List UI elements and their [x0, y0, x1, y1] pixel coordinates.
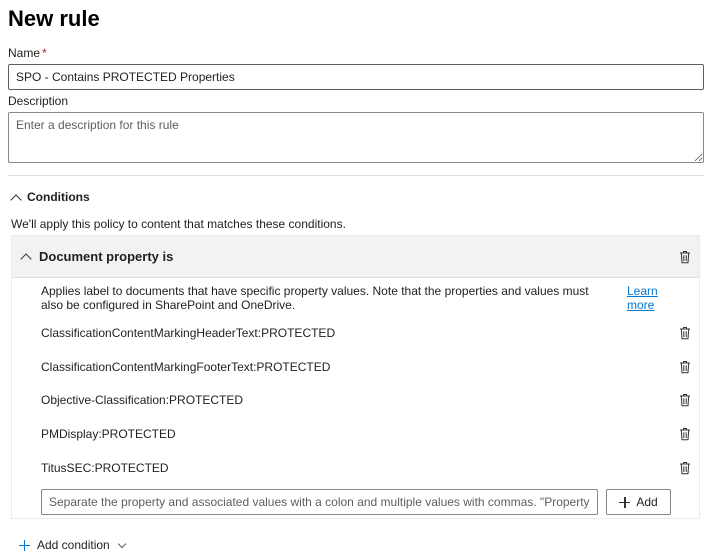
condition-description: Applies label to documents that have specific property values. Note that the properties and values must also be configured in SharePoint and OneDrive. — [41, 284, 589, 312]
chevron-up-icon — [10, 194, 21, 205]
chevron-down-icon — [117, 539, 125, 547]
property-input[interactable] — [41, 489, 598, 515]
description-label: Description — [8, 94, 69, 108]
trash-icon[interactable] — [679, 326, 691, 340]
property-item-text: Objective-Classification:PROTECTED — [41, 393, 244, 407]
property-item-text: ClassificationContentMarkingHeaderText:PROTECTED — [41, 326, 336, 340]
property-item-text: TitusSEC:PROTECTED — [41, 461, 169, 475]
add-condition-label: Add condition — [37, 538, 110, 552]
conditions-toggle[interactable] — [12, 188, 90, 206]
property-item-text: ClassificationContentMarkingFooterText:PROTECTED — [41, 360, 331, 374]
name-label-text: Name — [8, 46, 41, 60]
chevron-up-icon — [20, 253, 31, 264]
add-property-button[interactable] — [606, 489, 671, 515]
conditions-section-label: Conditions — [27, 190, 90, 204]
condition-card-title: Document property is — [39, 249, 174, 264]
required-asterisk: * — [42, 46, 47, 60]
trash-icon[interactable] — [679, 427, 691, 441]
name-input[interactable] — [8, 64, 704, 90]
page-title: New rule — [8, 6, 100, 31]
conditions-description: We'll apply this policy to content that matches these conditions. — [11, 217, 346, 231]
trash-icon[interactable] — [679, 393, 691, 407]
add-condition-button[interactable] — [19, 537, 125, 553]
name-label — [8, 46, 47, 60]
condition-card-header — [12, 236, 699, 278]
plus-icon — [619, 497, 630, 508]
add-button-label: Add — [636, 495, 658, 509]
plus-icon — [19, 540, 30, 551]
trash-icon[interactable] — [679, 250, 691, 264]
trash-icon[interactable] — [679, 461, 691, 475]
learn-more-link[interactable]: Learn more — [627, 284, 658, 312]
condition-card — [11, 235, 700, 519]
condition-collapse-toggle[interactable] — [22, 249, 173, 264]
property-item-text: PMDisplay:PROTECTED — [41, 427, 176, 441]
description-textarea[interactable] — [8, 112, 704, 163]
section-divider — [8, 175, 704, 176]
trash-icon[interactable] — [679, 360, 691, 374]
